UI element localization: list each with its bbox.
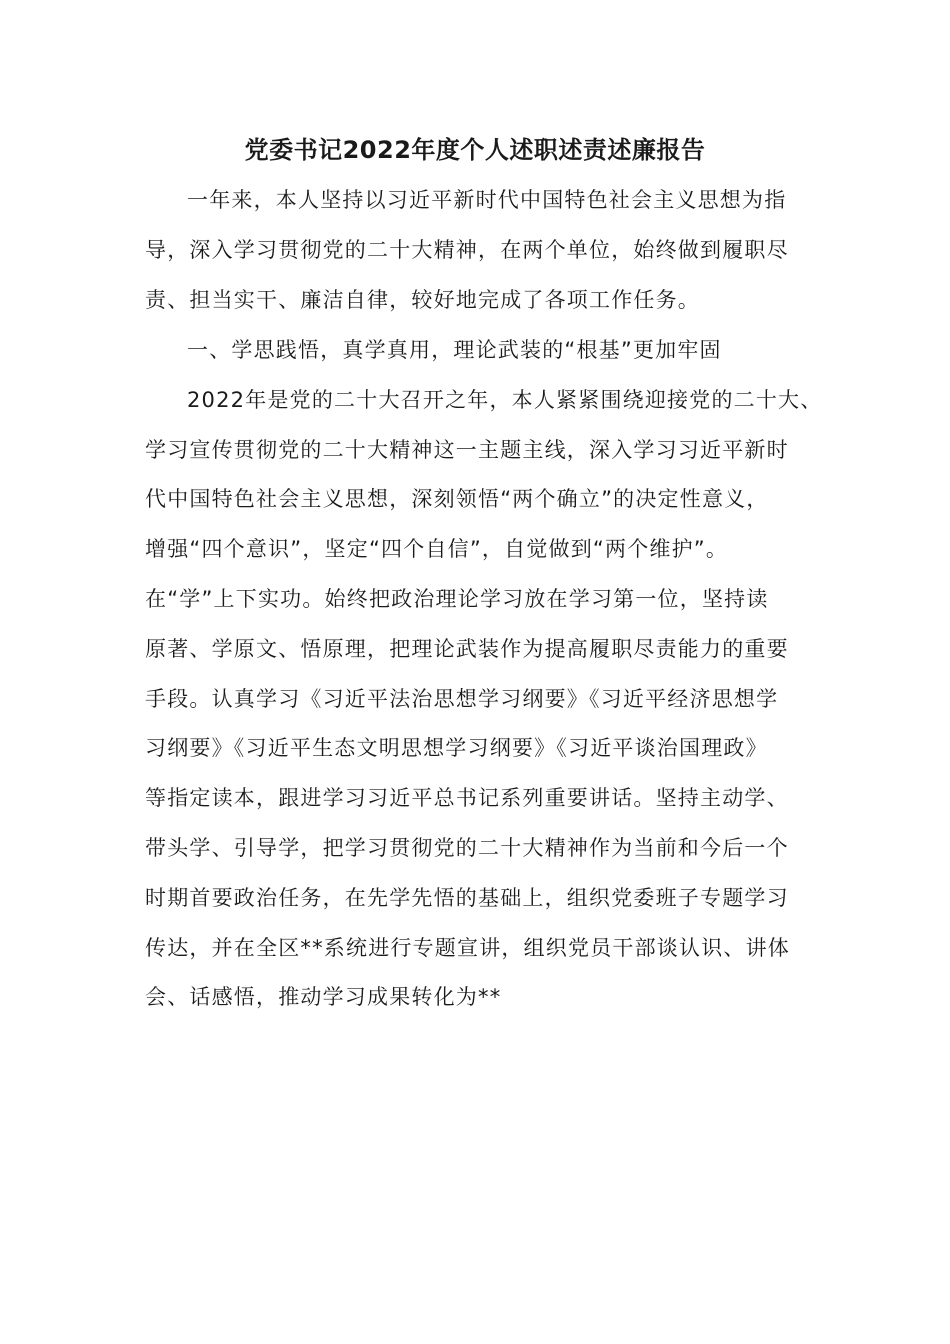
paragraph-line: 学习宣传贯彻党的二十大精神这一主题主线，深入学习习近平新时 [145, 438, 789, 462]
paragraph-line: 导，深入学习贯彻党的二十大精神，在两个单位，始终做到履职尽 [145, 238, 789, 262]
paragraph-line: 2022年是党的二十大召开之年，本人紧紧围绕迎接党的二十大、 [187, 388, 823, 412]
paragraph-line: 责、担当实干、廉洁自律，较好地完成了各项工作任务。 [145, 288, 700, 312]
section-heading: 一、学思践悟，真学真用，理论武装的“根基”更加牢固 [187, 338, 722, 362]
paragraph-line: 带头学、引导学，把学习贯彻党的二十大精神作为当前和今后一个 [145, 836, 789, 860]
paragraph-line: 在“学”上下实功。始终把政治理论学习放在学习第一位，坚持读 [145, 587, 769, 611]
paragraph-line: 代中国特色社会主义思想，深刻领悟“两个确立”的决定性意义， [145, 487, 769, 511]
paragraph-line: 增强“四个意识”，坚定“四个自信”，自觉做到“两个维护”。 [145, 537, 729, 561]
paragraph-line: 时期首要政治任务，在先学先悟的基础上，组织党委班子专题学习 [145, 886, 789, 910]
paragraph-line: 会、话感悟，推动学习成果转化为** [145, 985, 502, 1009]
paragraph-line: 习纲要》《习近平生态文明思想学习纲要》《习近平谈治国理政》 [145, 736, 768, 760]
paragraph-line: 原著、学原文、悟原理，把理论武装作为提高履职尽责能力的重要 [145, 637, 789, 661]
document-title: 党委书记2022年度个人述职述责述廉报告 [244, 136, 706, 164]
paragraph-line: 等指定读本，跟进学习习近平总书记系列重要讲话。坚持主动学、 [145, 786, 789, 810]
paragraph-line: 传达，并在全区**系统进行专题宣讲，组织党员干部谈认识、讲体 [145, 936, 790, 960]
paragraph-line: 手段。认真学习《习近平法治思想学习纲要》《习近平经济思想学 [145, 687, 779, 711]
paragraph-line: 一年来，本人坚持以习近平新时代中国特色社会主义思想为指 [187, 188, 787, 212]
